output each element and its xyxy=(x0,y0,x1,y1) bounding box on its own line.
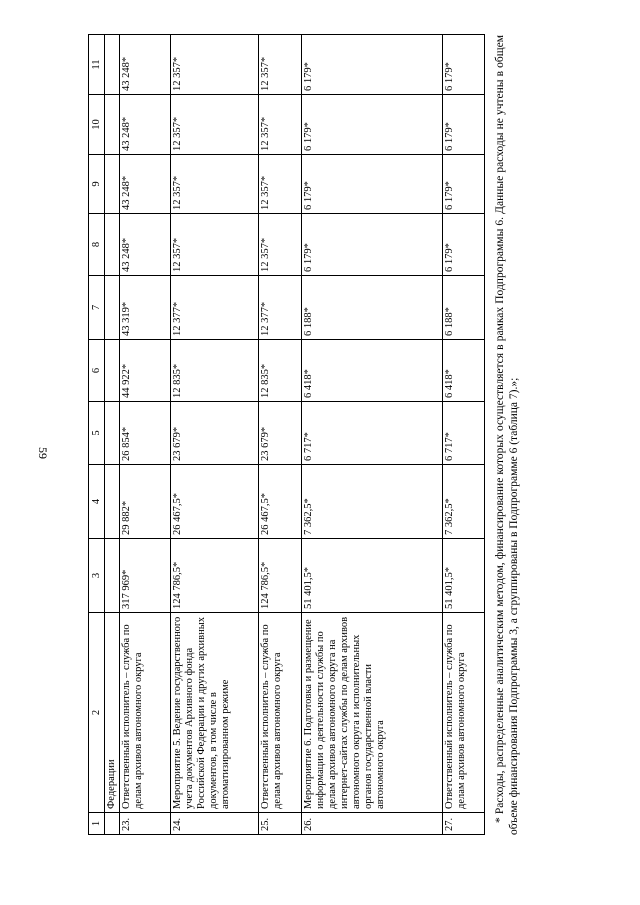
value-cell: 6 179* xyxy=(442,214,484,276)
table-row xyxy=(120,35,170,835)
column-header: 2 xyxy=(89,613,105,813)
value-cell: 124 786,5* xyxy=(170,539,259,613)
column-header: 8 xyxy=(89,214,105,276)
value-cell: 6 188* xyxy=(301,276,442,340)
value-cell: 26 467,5* xyxy=(170,465,259,539)
table-rotated-wrapper xyxy=(88,35,485,835)
value-cell: 6 179* xyxy=(442,35,484,95)
value-cell: 317 969* xyxy=(120,539,170,613)
value-cell: 6 418* xyxy=(442,340,484,402)
value-cell: 51 401,5* xyxy=(301,539,442,613)
value-cell: 6 179* xyxy=(301,155,442,214)
value-cell: 7 362,5* xyxy=(442,465,484,539)
row-name: Мероприятие 6. Подготовка и размещение информации о деятельности службы по делам архивов автономного округа на интернет-сайтах службы по делам архивов автономного округа и исполнительных органов государственной власти автономного округа xyxy=(301,613,442,813)
table-row xyxy=(442,35,484,835)
value-cell: 6 188* xyxy=(442,276,484,340)
value-cell: 43 248* xyxy=(120,214,170,276)
row-name: Ответственный исполнитель – служба по делам архивов автономного округа xyxy=(259,613,301,813)
value-cell: 6 179* xyxy=(301,95,442,155)
value-cell: 6 717* xyxy=(442,402,484,465)
value-cell: 6 179* xyxy=(442,95,484,155)
row-name: Ответственный исполнитель – служба по делам архивов автономного округа xyxy=(120,613,170,813)
value-cell: 43 248* xyxy=(120,35,170,95)
column-header: 5 xyxy=(89,402,105,465)
value-cell: 12 377* xyxy=(259,276,301,340)
value-cell: 44 922* xyxy=(120,340,170,402)
value-cell: 6 717* xyxy=(301,402,442,465)
header-row xyxy=(89,35,105,835)
value-cell: 51 401,5* xyxy=(442,539,484,613)
value-cell: 6 179* xyxy=(301,35,442,95)
value-cell: 124 786,5* xyxy=(259,539,301,613)
page-number: 59 xyxy=(36,447,50,459)
value-cell: 23 679* xyxy=(170,402,259,465)
value-cell: 12 835* xyxy=(170,340,259,402)
row-name: Мероприятие 5. Ведение государственного учета документов Архивного фонда Российской Федерации и других архивных документов, в том числе в автоматизированном режиме xyxy=(170,613,259,813)
carry-over-text: Федерации xyxy=(105,613,120,813)
value-cell: 6 179* xyxy=(301,214,442,276)
row-number: 27. xyxy=(442,813,484,835)
column-header: 1 xyxy=(89,813,105,835)
value-cell: 12 357* xyxy=(170,214,259,276)
column-header: 7 xyxy=(89,276,105,340)
row-name: Ответственный исполнитель – служба по делам архивов автономного округа xyxy=(442,613,484,813)
value-cell: 12 357* xyxy=(259,35,301,95)
value-cell: 12 357* xyxy=(170,95,259,155)
value-cell: 12 377* xyxy=(170,276,259,340)
value-cell: 12 835* xyxy=(259,340,301,402)
row-number: 24. xyxy=(170,813,259,835)
carry-over-row xyxy=(105,35,120,835)
value-cell: 12 357* xyxy=(259,155,301,214)
value-cell: 43 248* xyxy=(120,95,170,155)
column-header: 11 xyxy=(89,35,105,95)
value-cell: 23 679* xyxy=(259,402,301,465)
value-cell: 26 854* xyxy=(120,402,170,465)
value-cell: 12 357* xyxy=(259,95,301,155)
column-header: 6 xyxy=(89,340,105,402)
row-number: 23. xyxy=(120,813,170,835)
value-cell: 29 882* xyxy=(120,465,170,539)
value-cell: 6 418* xyxy=(301,340,442,402)
value-cell: 7 362,5* xyxy=(301,465,442,539)
value-cell: 12 357* xyxy=(170,35,259,95)
budget-table xyxy=(88,34,485,835)
value-cell: 12 357* xyxy=(259,214,301,276)
value-cell: 43 319* xyxy=(120,276,170,340)
column-header: 3 xyxy=(89,539,105,613)
row-number: 25. xyxy=(259,813,301,835)
column-header: 4 xyxy=(89,465,105,539)
table-row xyxy=(259,35,301,835)
value-cell: 12 357* xyxy=(170,155,259,214)
table-row xyxy=(170,35,259,835)
row-number: 26. xyxy=(301,813,442,835)
value-cell: 26 467,5* xyxy=(259,465,301,539)
value-cell: 43 248* xyxy=(120,155,170,214)
column-header: 9 xyxy=(89,155,105,214)
column-header: 10 xyxy=(89,95,105,155)
footnote-rotated-wrapper xyxy=(493,35,537,835)
table-row xyxy=(301,35,442,835)
footnote-text: * Расходы, распределенные аналитическим методом, финансирование которых осуществляется в рамках Подпрограммы 6. Данные расходы не учтены в общем объеме финансирования Подпрограммы 3, а сгруппированы в Подпрограмме 6 (таблица 7).»; xyxy=(494,35,520,835)
value-cell: 6 179* xyxy=(442,155,484,214)
